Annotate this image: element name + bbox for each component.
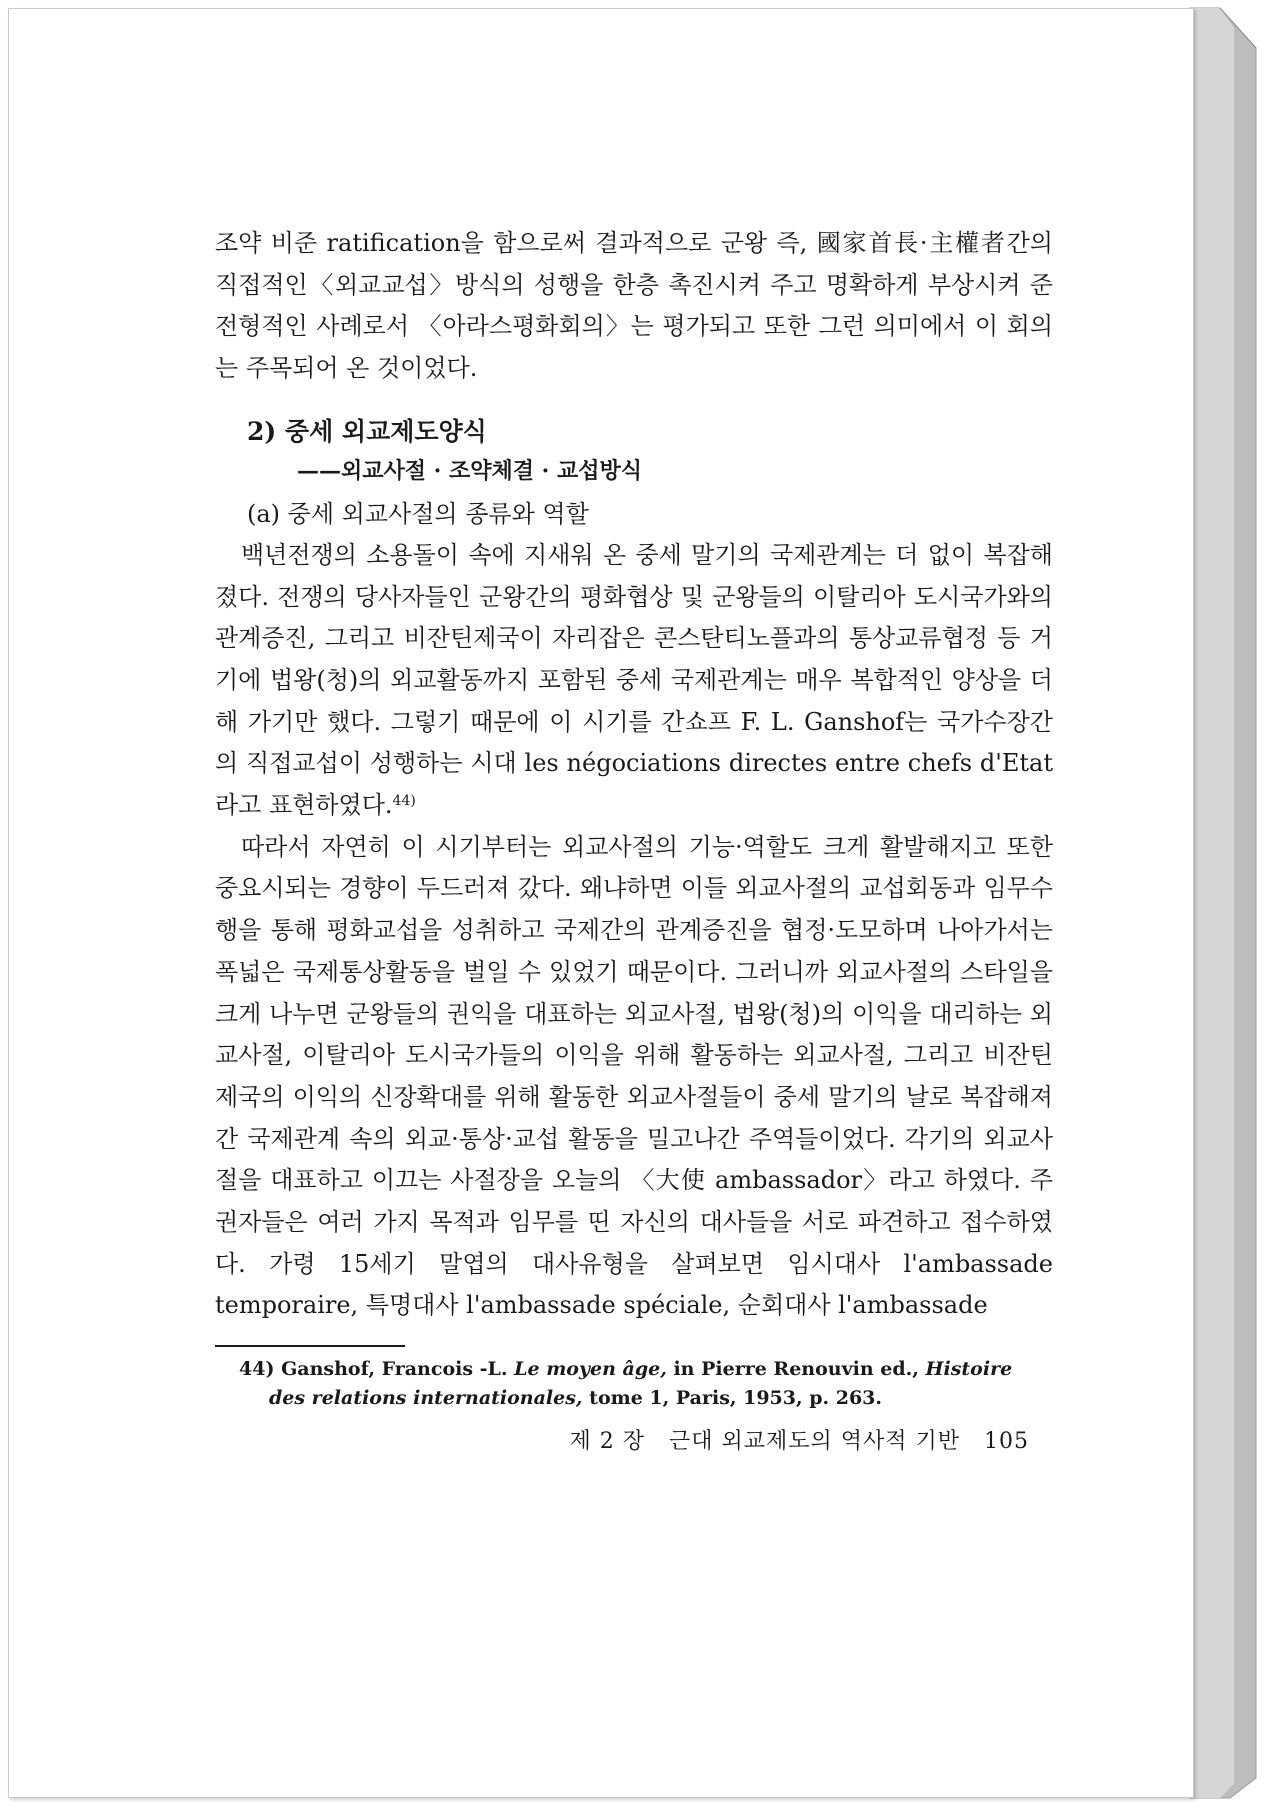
footnote-title: Le moyen âge, (514, 1358, 667, 1381)
footnote-series: Histoire des relations internationales, (269, 1358, 1013, 1410)
footnote-author: Ganshof, Francois -L. (281, 1358, 508, 1381)
paragraph-diplomatic-envoys: 따라서 자연히 이 시기부터는 외교사절의 기능·역할도 크게 활발해지고 또한 중요시되는 경향이 두드러져 갔다. 왜냐하면 이들 외교사절의 교섭회동과 임무수행을 통해 평화교섭을 성취하고 국제간의 관계증진을 협정·도모하며 나아가서는 폭넓은 국제통상활동을 벌일 수 있었기 때문이다. 그러니까 외교사절의 스타일을 크게 나누면 군왕들의 권익을 대표하는 외교사절, 법왕(청)의 이익을 대리하는 외교사절, 이탈리아 도시국가들의 이익을 위해 활동하는 외교사절, 그리고 비잔틴제국의 이익의 신장확대를 위해 활동한 외교사절들이 중세 말기의 날로 복잡해져 간 국제관계 속의 외교·통상·교섭 활동을 밀고나간 주역들이었다. 각기의 외교사절을 대표하고 이끄는 사절장을 오늘의 〈大使 ambassador〉라고 하였다. 주권자들은 여러 가지 목적과 임무를 띤 자신의 대사들을 서로 파견하고 접수하였다. 가령 15세기 말엽의 대사유형을 살펴보면 임시대사 l'ambassade temporaire, 특명대사 l'ambassade spéciale, 순회대사 l'ambassade (215, 832, 1053, 1320)
footnote-divider (215, 1345, 405, 1347)
chapter-label: 제 2 장 (569, 1429, 646, 1455)
paragraph-hundred-years-war (215, 535, 1053, 827)
book-edge-stack (1190, 8, 1256, 1798)
section-heading: 2) 중세 외교제도양식 (247, 416, 487, 446)
document-page (8, 8, 1194, 1798)
paragraph-ratification: 조약 비준 ratification을 함으로써 결과적으로 군왕 즉, 國家首長·主權者간의 직접적인〈외교교섭〉방식의 성행을 한층 촉진시켜 주고 명확하게 부상시켜 준 전형적인 사례로서 〈아라스평화회의〉는 평가되고 또한 그런 의미에서 이 회의는 주목되어 온 것이었다. (215, 229, 1053, 383)
footnote-middle: in Pierre Renouvin ed., (673, 1358, 919, 1381)
footnote-number: 44) (239, 1358, 275, 1381)
page-number: 105 (984, 1429, 1029, 1455)
footnote-44 (239, 1355, 1053, 1413)
paragraph-2-text: 백년전쟁의 소용돌이 속에 지새워 온 중세 말기의 국제관계는 더 없이 복잡해졌다. 전쟁의 당사자들인 군왕간의 평화협상 및 군왕들의 이탈리아 도시국가와의 관계증진, 그리고 비잔틴제국이 자리잡은 콘스탄티노플과의 통상교류협정 등 거기에 법왕(청)의 외교활동까지 포함된 중세 국제관계는 매우 복합적인 양상을 더해 가기만 했다. 그렇기 때문에 이 시기를 간쇼프 F. L. Ganshof는 국가수장간의 직접교섭이 성행하는 시대 les négociations directes entre chefs d'Etat라고 표현하였다. (215, 540, 1053, 820)
running-footer (215, 1425, 1029, 1459)
page-body (215, 223, 1053, 1459)
footnote-reference: 44) (392, 793, 416, 810)
footnote-rest: tome 1, Paris, 1953, p. 263. (589, 1387, 883, 1410)
chapter-title: 근대 외교제도의 역사적 기반 (669, 1429, 961, 1455)
section-subheading: ——외교사절 · 조약체결 · 교섭방식 (297, 457, 642, 484)
subsection-heading: (a) 중세 외교사절의 종류와 역할 (247, 499, 589, 528)
